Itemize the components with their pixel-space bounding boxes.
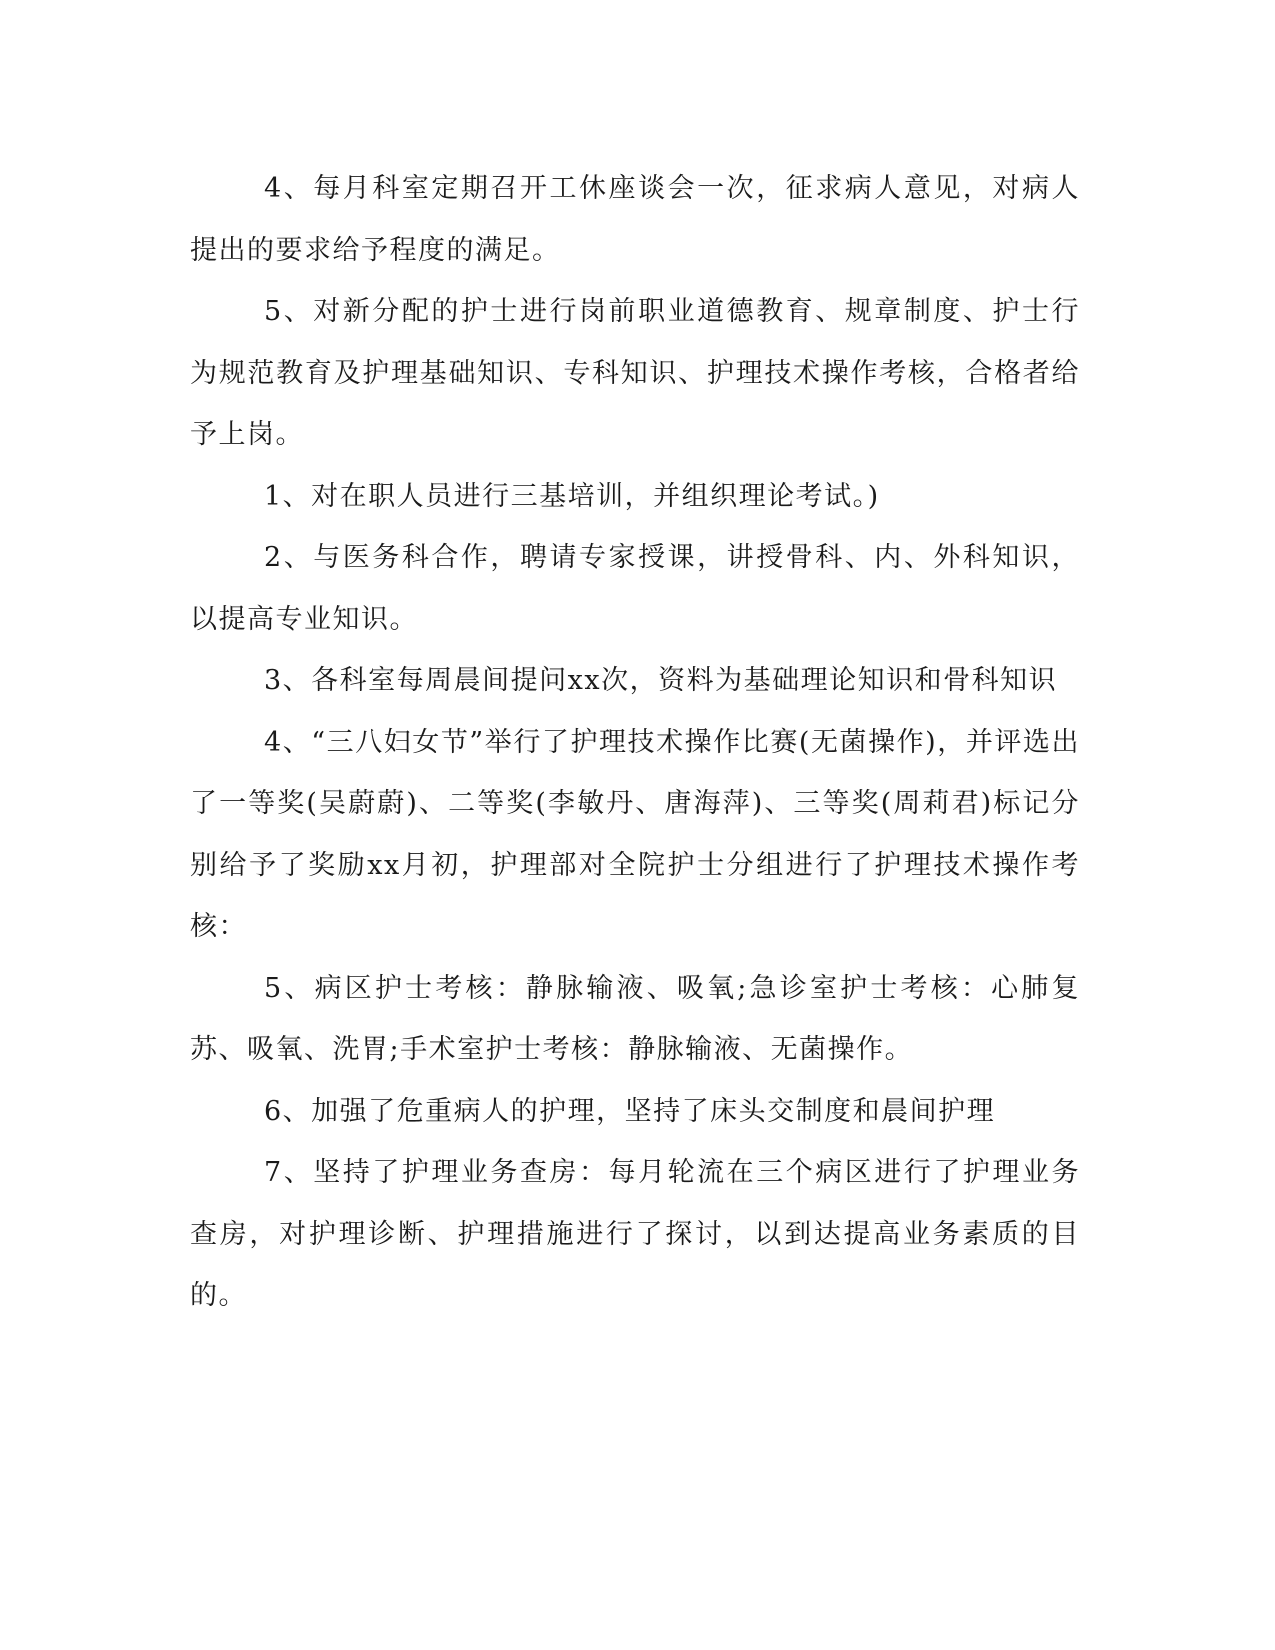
document-body [190,158,1080,1327]
paragraph-skills-competition: 4、“三八妇女节”举行了护理技术操作比赛(无菌操作)，并评选出了一等奖(吴蔚蔚)、二等奖(李敏丹、唐海萍)、三等奖(周莉君)标记分别给予了奖励xx月初，护理部对全院护士分组进行了护理技术操作考核： [190,726,1080,942]
paragraph-ward-assessment: 5、病区护士考核：静脉输液、吸氧;急诊室护士考核：心肺复苏、吸氧、洗胃;手术室护士考核：静脉输液、无菌操作。 [190,972,1080,1065]
paragraph-new-nurse-training: 5、对新分配的护士进行岗前职业道德教育、规章制度、护士行为规范教育及护理基础知识、专科知识、护理技术操作考核，合格者给予上岗。 [190,296,1080,450]
paragraph-morning-questions: 3、各科室每周晨间提问xx次，资料为基础理论知识和骨科知识 [264,665,1058,696]
paragraph-critical-care: 6、加强了危重病人的护理，坚持了床头交制度和晨间护理 [264,1095,996,1127]
paragraph-expert-lectures: 2、与医务科合作，聘请专家授课，讲授骨科、内、外科知识，以提高专业知识。 [190,542,1080,635]
paragraph-nursing-rounds: 7、坚持了护理业务查房：每月轮流在三个病区进行了护理业务查房，对护理诊断、护理措施进行了探讨，以到达提高业务素质的目的。 [190,1157,1080,1311]
paragraph-three-basics-training: 1、对在职人员进行三基培训，并组织理论考试。) [264,480,880,512]
paragraph-monthly-patient-meeting: 4、每月科室定期召开工休座谈会一次，征求病人意见，对病人提出的要求给予程度的满足。 [190,173,1080,266]
